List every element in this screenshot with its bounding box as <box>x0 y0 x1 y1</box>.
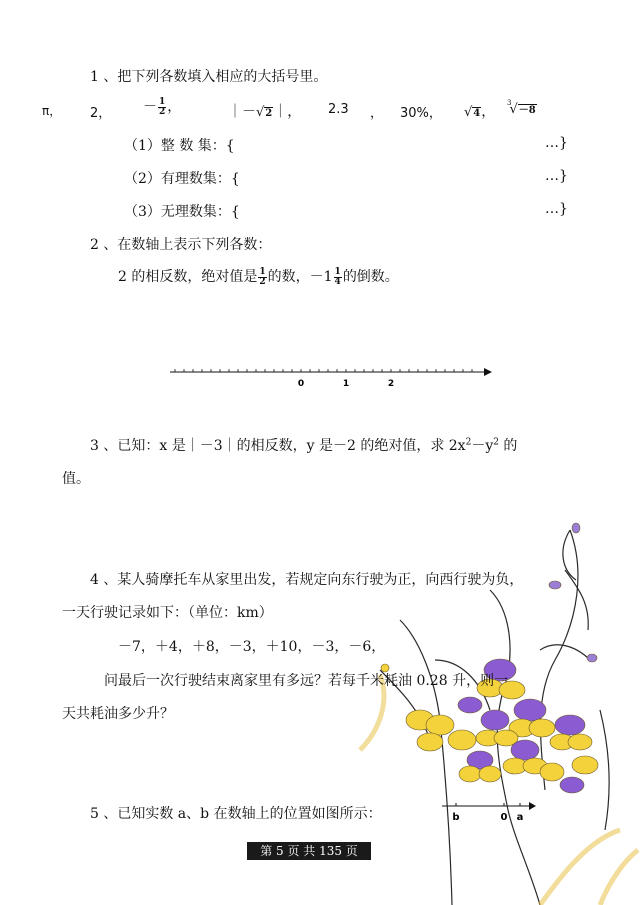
set-irrationals-label: （3）无理数集：{ <box>124 204 240 220</box>
q3-line2: 值。 <box>62 471 90 487</box>
set-rationals-label: （2）有理数集：{ <box>124 171 240 187</box>
num-abs-neg-sqrt2 <box>228 101 301 121</box>
set-integers-label: （1）整 数 集：{ <box>124 138 235 154</box>
num-percent: 30%， <box>400 106 442 121</box>
q2-heading: 2 、在数轴上表示下列各数： <box>90 237 272 253</box>
q2-mixed-den: 4 <box>334 276 341 287</box>
axis-label-2: 2 <box>387 379 395 389</box>
q2-frac-den: 2 <box>259 276 266 287</box>
q4-line3: －7，＋4，＋8，－3，＋10，－3，－6， <box>118 639 386 655</box>
q5-text: 5 、已知实数 a、b 在数轴上的位置如图所示： <box>90 806 382 822</box>
axis-label-0: 0 <box>297 379 305 389</box>
q3-sup1: 2 <box>465 437 472 448</box>
q3-text-c: 的 <box>498 438 518 454</box>
sqrt2: √2 <box>256 105 273 120</box>
q2-text-a: 2 的相反数，绝对值是 <box>118 269 258 285</box>
q4-line4: 问最后一次行驶结束离家里有多远？若每千米耗油 0.28 升，则一 <box>104 673 509 689</box>
q2-frac-num: 1 <box>259 266 266 277</box>
num-pi: π， <box>42 104 62 118</box>
q5-label-0: 0 <box>500 812 508 823</box>
sqrt4-value: 4 <box>473 108 481 119</box>
q5-number-line <box>440 796 540 828</box>
sqrt2-value: 2 <box>265 108 273 119</box>
num-neg-half <box>143 96 181 117</box>
q2-text-c: 的倒数。 <box>342 269 399 285</box>
frac-num: 1 <box>159 96 166 107</box>
q5-label-a: a <box>516 812 524 823</box>
q3-text-b: －y <box>471 438 494 454</box>
frac-den: 2 <box>159 106 166 117</box>
q4-line5: 天共耗油多少升？ <box>62 706 174 722</box>
q2-mixed-num: 1 <box>334 266 341 277</box>
axis-label-1: 1 <box>342 379 350 389</box>
num-two: 2， <box>90 106 112 121</box>
q5-label-b: b <box>452 812 460 823</box>
set-rationals-end: …} <box>545 168 568 184</box>
q4-line1: 4 、某人骑摩托车从家里出发，若规定向东行驶为正，向西行驶为负， <box>90 572 524 588</box>
q2-number-line <box>160 362 500 392</box>
num-decimal: 2.3 <box>328 102 349 117</box>
cbrt-index: 3 <box>507 99 512 107</box>
num-sqrt4: √4， <box>464 104 496 120</box>
abs-close: ｜， <box>273 104 302 120</box>
set-irrationals-end: …} <box>545 201 568 217</box>
q2-task <box>118 266 399 287</box>
q3-text-a: 3 、已知：x 是｜－3｜的相反数，y 是－2 的绝对值，求 2x <box>90 438 466 454</box>
q2-text-b: 的数，－1 <box>267 269 333 285</box>
cbrt-value: －8 <box>518 105 536 116</box>
neg-sign: － <box>143 99 157 115</box>
set-integers-end: …} <box>545 135 568 151</box>
abs-open: ｜－ <box>228 104 256 120</box>
half-fraction <box>158 98 166 117</box>
page-footer: 第 5 页 共 135 页 <box>247 842 371 860</box>
sep: ， <box>167 99 182 115</box>
sep: ， <box>481 104 496 120</box>
q3-sup2: 2 <box>493 437 499 448</box>
num-cbrt-neg8: $^3$√－8 <box>507 99 536 117</box>
num-decimal-sep: ， <box>370 106 384 121</box>
q1-heading: 1 、把下列各数填入相应的大括号里。 <box>90 69 328 85</box>
q3-line1 <box>90 435 517 455</box>
q4-line2: 一天行驶记录如下：（单位：km） <box>62 605 273 621</box>
